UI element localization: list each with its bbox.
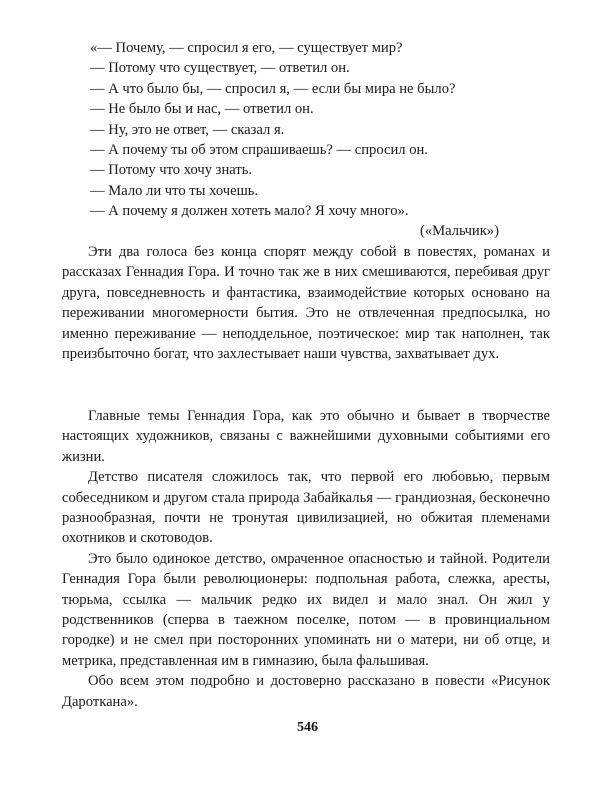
- paragraph: Детство писателя сложилось так, что первой его любовью, первым собеседником и другом стала природа Забайкалья — грандиозная, бесконечно разнообразная, почти не тронутая цивилизацией, но обжитая племенами охотников и скотоводов.: [62, 469, 550, 547]
- dialogue-line: — Мало ли что ты хочешь.: [90, 182, 259, 199]
- dialogue-line: — Не было бы и нас, — ответил он.: [90, 101, 314, 118]
- page-number: 546: [297, 720, 318, 735]
- dialogue-line: — Ну, это не ответ, — сказал я.: [90, 121, 285, 138]
- paragraph: Эти два голоса без конца спорят между собой в повестях, романах и рассказах Геннадия Гора. И точно так же в них смешиваются, перебивая друг друга, повседневность и фантастика, взаимодействие которых основано на переживании многомерности бытия. Это не отвлеченная предпосылка, но именно переживание — неподдельное, поэтическое: мир так наполнен, так преизбыточно богат, что захлестывает наши чувства, захватывает дух.: [62, 244, 550, 363]
- dialogue-line: — Потому что существует, — ответил он.: [90, 60, 350, 77]
- paragraph: Это было одинокое детство, омраченное опасностью и тайной. Родители Геннадия Гора были революционеры: подпольная работа, слежка, аресты, тюрьма, ссылка — мальчик редко их видел и мало знал. Он жил у родственников (сперва в таежном поселке, потом — в провинциальном городке) и не смел при посторонних упоминать ни о матери, ни об отце, и метрика, представленная им в гимназию, была фальшивая.: [62, 550, 550, 669]
- text-block-2: [62, 406, 550, 712]
- dialogue-line: «— Почему, — спросил я его, — существует мир?: [90, 40, 403, 56]
- text-block-1: [62, 242, 550, 364]
- paragraph: Главные темы Геннадия Гора, как это обычно и бывает в творчестве настоящих художников, связаны с важнейшими духовными событиями его жизни.: [62, 408, 550, 465]
- dialogue-line: — Потому что хочу знать.: [90, 162, 253, 179]
- epigraph-attribution: («Мальчик»): [420, 223, 499, 239]
- dialogue-line: — А почему ты об этом спрашиваешь? — спросил он.: [90, 142, 428, 159]
- dialogue-line: — А почему я должен хотеть мало? Я хочу много».: [90, 203, 409, 220]
- dialogue-epigraph: [90, 38, 530, 222]
- dialogue-line: — А что было бы, — спросил я, — если бы мира не было?: [90, 80, 456, 97]
- paragraph: Обо всем этом подробно и достоверно рассказано в повести «Рисунок Дароткана».: [62, 673, 550, 710]
